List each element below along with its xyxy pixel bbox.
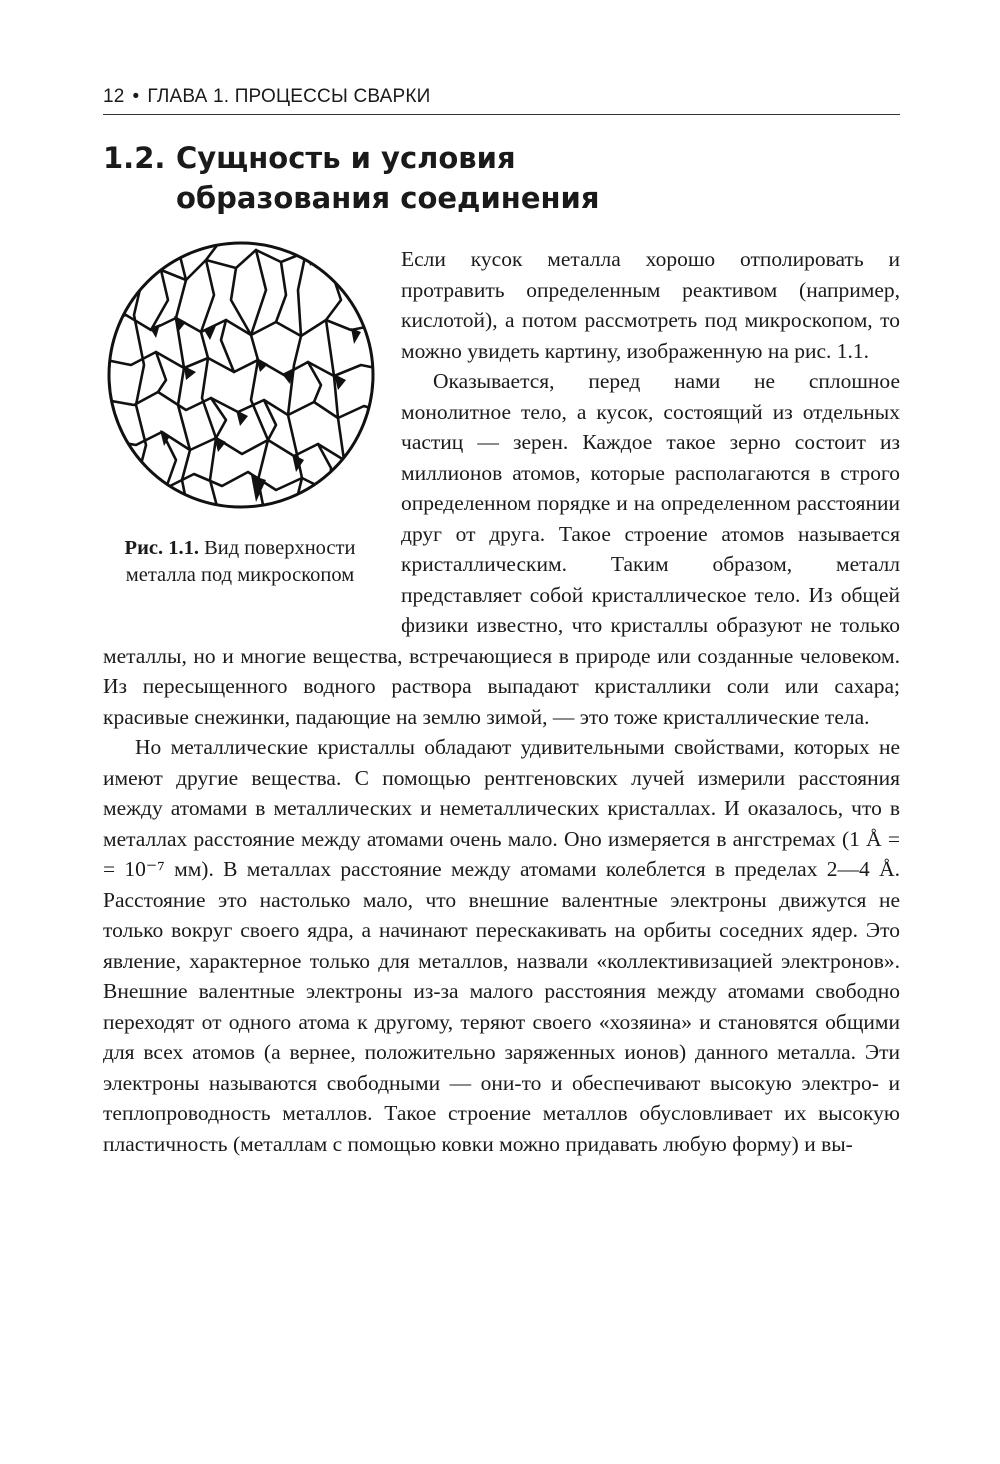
running-head [103, 86, 900, 115]
section-number: 1.2. [103, 141, 166, 175]
page-number: 12 [103, 86, 125, 107]
section-title-line2: образования соединения [176, 181, 600, 215]
section-title [103, 138, 900, 218]
figure-label: Рис. 1.1. [124, 537, 199, 559]
figure-float-spacer [103, 244, 401, 636]
paragraph-3: Но металлические кристаллы обладают удивительными свойствами, которых не имеют другие вещества. С помощью рентгеновских лучей измерили расстояния между атомами в металлических и неметаллических кристаллах. И оказалось, что в металлах расстояние между атомами очень мало. Оно измеряется в ангстремах (1 Å = = 10⁻⁷ мм). В металлах расстояние между атомами колеблется в пределах 2—4 Å. Расстояние это настолько мало, что внешние валентные электроны движутся не только вокруг своего ядра, а начинают перескакивать на орбиты соседних ядер. Это явление, характерное только для металлов, назвали «коллективизацией электронов». Внешние валентные электроны из-за малого расстояния между атомами свободно переходят от одного атома к другому, теряют своего «хозяина» и становятся общими для всех атомов (а вернее, положительно заряженных ионов) данного металла. Эти электроны называются свободными — они-то и обеспечивают высокую электро- и теплопроводность металлов. Такое строение металлов обусловливает их высокую пластичность (металлам с помощью ковки можно придавать любую форму) и вы- [103, 735, 900, 1156]
paragraph-2: Оказывается, перед нами не сплошное монолитное тело, а кусок, состоящий из отдельных частиц — зерен. Каждое такое зерно состоит из миллионов атомов, которые располагаются в строго определенном порядке и на определенном расстоянии друг от друга. Такое строение атомов называется кристаллическим. Таким образом, металл представляет собой кристаллическое тело. Из общей физики известно, что кристаллы образуют не только металлы, но и многие вещества, встречающиеся в природе или созданные человеком. Из пересыщенного водного раствора выпадают кристаллики соли или сахара; красивые снежинки, падающие на землю зимой, — это тоже кристаллические тела. [103, 369, 900, 729]
chapter-title: ГЛАВА 1. ПРОЦЕССЫ СВАРКИ [147, 86, 431, 107]
body-text [103, 244, 900, 1159]
paragraph-1: Если кусок металла хорошо отполировать и протравить определенным реактивом (например, кислотой), а потом рассмотреть под микроскопом, то можно увидеть картину, изображенную на рис. 1.1. [401, 247, 900, 363]
header-separator: • [132, 86, 140, 107]
figure-caption-text: Вид поверхности металла под микроскопом [125, 537, 356, 586]
section-title-line1: Сущность и условия [176, 141, 516, 175]
